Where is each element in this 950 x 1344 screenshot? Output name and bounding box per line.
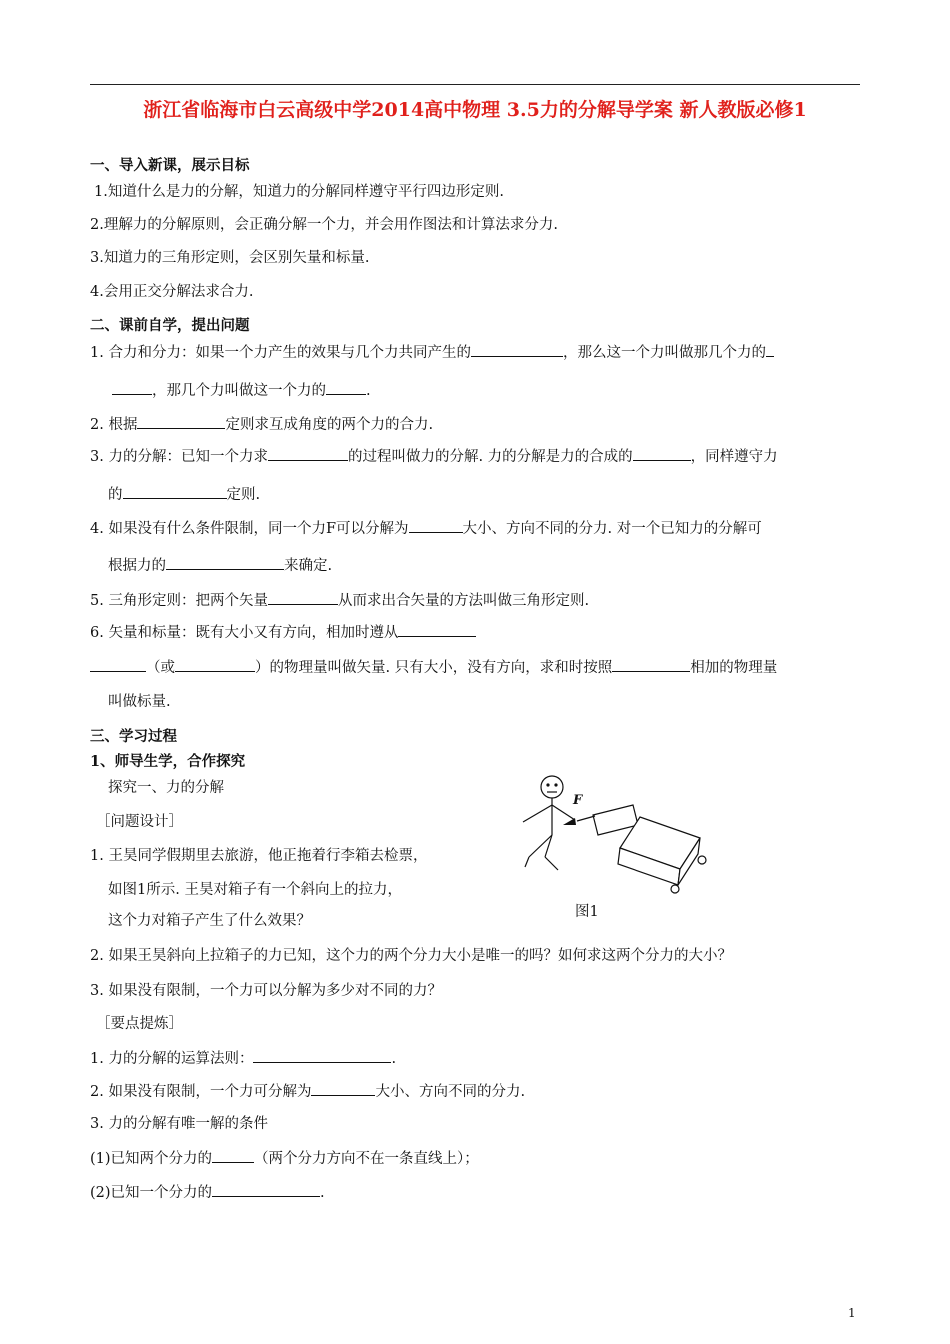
q1-text-a: 1. 合力和分力：如果一个力产生的效果与几个力共同产生的 [90, 345, 471, 361]
problem-3: 3. 如果没有限制，一个力可以分解为多少对不同的力？ [90, 983, 442, 999]
key-point-3: 3. 力的分解有唯一解的条件 [90, 1116, 268, 1132]
q6-text-c: ）的物理量叫做矢量. 只有大小，没有方向，求和时按照 [255, 660, 613, 676]
blank [212, 1182, 320, 1197]
q2-text-b: 定则求互成角度的两个力的合力. [225, 417, 434, 433]
k1-text-b: . [391, 1051, 397, 1067]
k2-text-b: 大小、方向不同的分力. [375, 1084, 526, 1100]
q6-text-a: 6. 矢量和标量：既有大小又有方向，相加时遵从 [90, 625, 399, 641]
blank [612, 657, 690, 672]
q2-text-a: 2. 根据 [90, 417, 138, 433]
blank [212, 1148, 254, 1163]
blank [398, 622, 476, 637]
blank [766, 342, 774, 357]
top-rule [90, 84, 860, 85]
blank [253, 1048, 391, 1063]
condition-1 [90, 1148, 479, 1169]
question-6-line2 [90, 657, 777, 678]
blank [112, 380, 152, 395]
blank [326, 380, 366, 395]
question-4-line1 [90, 518, 762, 539]
q3-text-e: 定则. [226, 487, 261, 503]
blank [175, 657, 255, 672]
page-number: 1 [848, 1306, 856, 1320]
q5-text-a: 5. 三角形定则：把两个矢量 [90, 593, 268, 609]
section3-heading: 三、学习过程 [90, 728, 177, 745]
k1-text-a: 1. 力的分解的运算法则： [90, 1051, 254, 1067]
q4-text-d: 来确定. [284, 558, 333, 574]
c1-text-b: （两个分力方向不在一条直线上）； [254, 1151, 479, 1167]
blank [409, 518, 463, 533]
q5-text-b: 从而求出合矢量的方法叫做三角形定则. [337, 593, 590, 609]
q3-text-b: 的过程叫做力的分解. 力的分解是力的合成的 [347, 449, 633, 465]
question-3-line1 [90, 446, 778, 467]
question-4-line2 [108, 555, 332, 576]
objective-3: 3.知道力的三角形定则，会区别矢量和标量. [90, 250, 370, 266]
blank [311, 1081, 375, 1096]
blank [268, 590, 338, 605]
question-1-line2 [112, 380, 371, 401]
blank [123, 484, 227, 499]
force-arrow [563, 816, 595, 825]
objective-4: 4.会用正交分解法求合力. [90, 284, 254, 300]
objective-1: 1.知道什么是力的分解，知道力的分解同样遵守平行四边形定则. [94, 184, 504, 200]
key-point-1 [90, 1048, 396, 1069]
problem-1-line2: 如图1所示. 王昊对箱子有一个斜向上的拉力， [108, 882, 402, 898]
q4-text-a: 4. 如果没有什么条件限制，同一个力F可以分解为 [90, 521, 409, 537]
subsection-heading: 1、师导生学，合作探究 [90, 753, 246, 770]
question-2 [90, 414, 433, 435]
q4-text-b: 大小、方向不同的分力. 对一个已知力的分解可 [462, 521, 762, 537]
document-title: 浙江省临海市白云高级中学2014高中物理 3.5力的分解导学案 新人教版必修1 [143, 99, 807, 121]
problem-design-label: ［问题设计］ [96, 814, 183, 830]
objective-2: 2.理解力的分解原则，会正确分解一个力，并会用作图法和计算法求分力. [90, 217, 558, 233]
problem-1-line3: 这个力对箱子产生了什么效果？ [108, 913, 311, 929]
q3-text-d: 的 [108, 487, 123, 503]
question-6-line3: 叫做标量. [108, 694, 171, 710]
force-label: F [573, 793, 583, 808]
question-3-line2 [108, 484, 260, 505]
q4-text-c: 根据力的 [108, 558, 166, 574]
q6-text-d: 相加的物理量 [690, 660, 778, 676]
problem-1-line1: 1. 王昊同学假期里去旅游，他正拖着行李箱去检票， [90, 848, 428, 864]
q1-text-d: . [366, 383, 371, 399]
c2-text-b: . [320, 1185, 325, 1201]
q3-text-c: ，同样遵守力 [690, 449, 778, 465]
q1-text-c: ，那几个力叫做这一个力的 [152, 383, 326, 399]
key-points-label: ［要点提炼］ [96, 1016, 183, 1032]
section1-heading: 一、导入新课，展示目标 [90, 157, 250, 174]
blank [90, 657, 146, 672]
section2-heading: 二、课前自学，提出问题 [90, 317, 250, 334]
q1-text-b: ，那么这一个力叫做那几个力的 [562, 345, 766, 361]
c2-text-a: (2)已知一个分力的 [90, 1185, 213, 1201]
explore-title: 探究一、力的分解 [108, 780, 224, 796]
q6-text-b: （或 [146, 660, 175, 676]
question-5 [90, 590, 589, 611]
c1-text-a: (1)已知两个分力的 [90, 1151, 213, 1167]
blank [471, 342, 563, 357]
blank [166, 555, 284, 570]
condition-2 [90, 1182, 325, 1203]
question-1-line1 [90, 342, 774, 363]
question-6-line1 [90, 622, 476, 643]
key-point-2 [90, 1081, 525, 1102]
figure-1-illustration [515, 765, 715, 900]
q3-text-a: 3. 力的分解：已知一个力求 [90, 449, 268, 465]
figure-caption: 图1 [575, 904, 599, 920]
problem-2: 2. 如果王昊斜向上拉箱子的力已知，这个力的两个分力大小是唯一的吗？如何求这两个分力的大小？ [90, 948, 732, 964]
suitcase [593, 805, 706, 893]
blank [633, 446, 691, 461]
blank [137, 414, 225, 429]
blank [268, 446, 348, 461]
k2-text-a: 2. 如果没有限制，一个力可分解为 [90, 1084, 312, 1100]
